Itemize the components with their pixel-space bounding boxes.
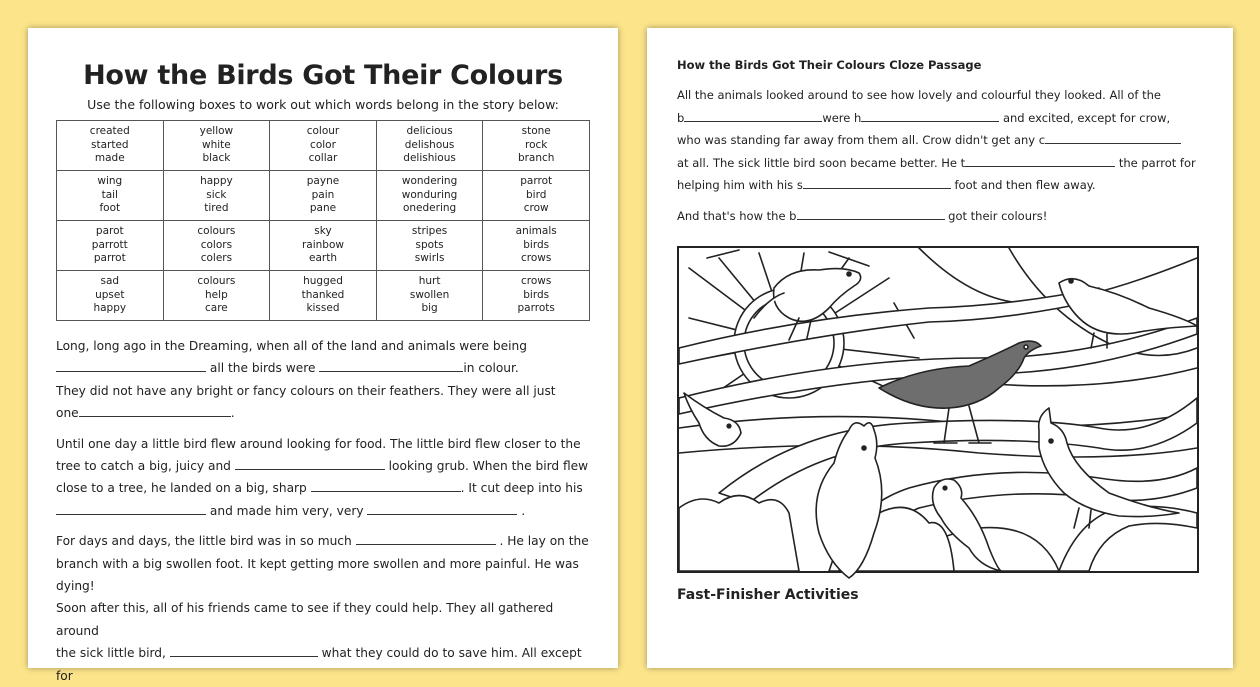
- word-grid-cell: [270, 271, 377, 321]
- word-grid-cell: [57, 121, 164, 171]
- word-option: delishous: [404, 138, 455, 151]
- word-option: colours: [197, 225, 236, 238]
- word-option: care: [205, 302, 228, 315]
- cloze-line: were h: [822, 110, 862, 125]
- word-option: hugged: [303, 275, 343, 288]
- cloze-line: foot and then flew away.: [954, 178, 1096, 193]
- cloze-line: at all. The sick little bird soon became better. He t: [677, 155, 966, 170]
- word-option: delicious: [406, 125, 453, 138]
- cloze-blank[interactable]: [356, 531, 496, 545]
- word-option: yellow: [199, 125, 234, 138]
- story-line: the sick little bird,: [56, 646, 166, 661]
- fast-finisher-heading: Fast-Finisher Activities: [677, 586, 859, 603]
- cloze-blank[interactable]: [367, 501, 517, 515]
- word-option: color: [310, 138, 336, 151]
- word-option: bird: [525, 188, 547, 201]
- story-line: close to a tree, he landed on a big, sharp: [56, 481, 307, 496]
- word-option: pane: [309, 202, 337, 215]
- story-line: all the birds were: [209, 361, 316, 376]
- word-option: big: [421, 302, 438, 315]
- cloze-line: got their colours!: [948, 208, 1048, 223]
- cloze-blank[interactable]: [56, 501, 206, 515]
- cloze-blank[interactable]: [56, 358, 206, 372]
- story-line: and made him very, very: [209, 503, 364, 518]
- cloze-line: who was standing far away from them all. Crow didn't get any c: [677, 133, 1046, 148]
- cloze-blank[interactable]: [965, 153, 1115, 167]
- word-option: parrot: [520, 175, 553, 188]
- word-grid: [56, 120, 590, 321]
- story-line: They did not have any bright or fancy colours on their feathers. They were all just: [56, 383, 556, 398]
- cloze-blank[interactable]: [803, 175, 951, 189]
- word-option: upset: [95, 288, 125, 301]
- word-option: colour: [306, 125, 340, 138]
- word-grid-cell: [270, 221, 377, 271]
- word-grid-cell: [483, 121, 590, 171]
- word-option: parot: [95, 225, 124, 238]
- word-grid-row: [57, 271, 590, 321]
- story-line: tree to catch a big, juicy and: [56, 459, 231, 474]
- word-grid-cell: [57, 271, 164, 321]
- word-option: spots: [415, 238, 444, 251]
- word-option: wing: [97, 175, 123, 188]
- word-option: happy: [200, 175, 233, 188]
- story-line: Until one day a little bird flew around looking for food. The little bird flew closer to the: [56, 436, 581, 451]
- word-grid-cell: [376, 271, 483, 321]
- word-option: birds: [523, 238, 550, 251]
- cloze-line: b: [677, 110, 685, 125]
- word-grid-cell: [376, 171, 483, 221]
- cloze-blank[interactable]: [170, 643, 318, 657]
- cloze-line: All the animals looked around to see how lovely and colourful they looked. All of the: [677, 88, 1161, 102]
- word-option: stone: [521, 125, 551, 138]
- word-option: swollen: [409, 288, 450, 301]
- word-grid-cell: [376, 121, 483, 171]
- word-grid-cell: [270, 121, 377, 171]
- worksheet-instructions: Use the following boxes to work out which words belong in the story below:: [87, 97, 559, 112]
- word-option: crows: [521, 252, 552, 265]
- word-option: happy: [93, 302, 127, 315]
- word-option: colers: [200, 252, 233, 265]
- cloze-blank[interactable]: [311, 478, 461, 492]
- word-option: pain: [311, 188, 335, 201]
- cloze-line: and excited, except for crow,: [1002, 110, 1171, 125]
- word-option: sick: [206, 188, 227, 201]
- story-text: [56, 335, 590, 687]
- word-option: birds: [523, 288, 550, 301]
- word-option: rainbow: [301, 238, 344, 251]
- word-option: earth: [308, 252, 337, 265]
- worksheet-left: [28, 28, 618, 683]
- birds-illustration: [677, 246, 1199, 573]
- word-grid-cell: [163, 171, 270, 221]
- cloze-line: helping him with his s: [677, 178, 803, 193]
- word-option: crows: [521, 275, 552, 288]
- word-grid-row: [57, 121, 590, 171]
- story-line: . It cut deep into his: [460, 481, 583, 496]
- word-option: tail: [101, 188, 118, 201]
- story-line: what they could do to save him. All except for: [56, 646, 582, 683]
- word-option: sky: [314, 225, 332, 238]
- word-option: hurt: [418, 275, 441, 288]
- story-line: . He lay on the: [499, 534, 589, 549]
- word-option: stripes: [411, 225, 448, 238]
- word-option: collar: [308, 152, 338, 165]
- word-option: parrot: [93, 252, 126, 265]
- word-option: tired: [204, 202, 229, 215]
- cloze-blank[interactable]: [797, 206, 945, 220]
- story-line: Long, long ago in the Dreaming, when all of the land and animals were being: [56, 339, 527, 353]
- word-option: rock: [525, 138, 548, 151]
- story-paragraph-1: [56, 335, 590, 425]
- word-option: white: [202, 138, 231, 151]
- word-option: branch: [517, 152, 555, 165]
- cloze-blank[interactable]: [235, 456, 385, 470]
- word-grid-cell: [483, 221, 590, 271]
- story-line: .: [521, 503, 526, 518]
- cloze-line: the parrot for: [1118, 155, 1196, 170]
- word-option: onedering: [402, 202, 457, 215]
- word-option: kissed: [306, 302, 340, 315]
- word-grid-cell: [163, 271, 270, 321]
- story-paragraph-2: [56, 433, 590, 523]
- story-paragraph-3: [56, 530, 590, 687]
- cloze-line: And that's how the b: [677, 208, 797, 223]
- word-option: parrott: [91, 238, 128, 251]
- word-grid-row: [57, 221, 590, 271]
- word-option: delishious: [403, 152, 456, 165]
- word-option: made: [94, 152, 125, 165]
- word-option: crow: [523, 202, 549, 215]
- word-grid-cell: [57, 171, 164, 221]
- story-line: Soon after this, all of his friends came to see if they could help. They all gathered around: [56, 601, 554, 638]
- word-option: parrots: [517, 302, 555, 315]
- word-grid-cell: [163, 221, 270, 271]
- cloze-blank[interactable]: [861, 108, 999, 122]
- cloze-passage-text: [677, 84, 1203, 228]
- word-option: colours: [197, 275, 236, 288]
- cloze-blank[interactable]: [319, 358, 463, 372]
- word-option: thanked: [301, 288, 345, 301]
- story-line: For days and days, the little bird was in so much: [56, 534, 352, 549]
- word-option: wonduring: [401, 188, 458, 201]
- word-grid-cell: [163, 121, 270, 171]
- word-option: animals: [515, 225, 557, 238]
- word-option: help: [205, 288, 228, 301]
- story-line: in colour.: [463, 361, 519, 376]
- word-option: sad: [100, 275, 120, 288]
- story-line: .: [230, 406, 235, 421]
- word-grid-cell: [483, 271, 590, 321]
- word-option: payne: [306, 175, 340, 188]
- story-line: branch with a big swollen foot. It kept getting more swollen and more painful. He was dying!: [56, 556, 579, 594]
- worksheet-title: How the Birds Got Their Colours: [83, 60, 563, 91]
- word-grid-cell: [270, 171, 377, 221]
- word-option: wondering: [401, 175, 458, 188]
- cloze-paragraph-2: [677, 205, 1203, 228]
- word-option: swirls: [414, 252, 445, 265]
- cloze-passage-title: How the Birds Got Their Colours Cloze Passage: [677, 58, 982, 72]
- word-option: colors: [200, 238, 233, 251]
- cloze-blank[interactable]: [1045, 130, 1181, 144]
- word-option: black: [202, 152, 231, 165]
- word-option: foot: [99, 202, 121, 215]
- story-line: looking grub. When the bird flew: [388, 459, 589, 474]
- worksheet-right: [647, 28, 1233, 668]
- word-grid-cell: [376, 221, 483, 271]
- cloze-blank[interactable]: [79, 403, 231, 417]
- word-option: created: [89, 125, 130, 138]
- cloze-blank[interactable]: [684, 108, 822, 122]
- word-grid-cell: [483, 171, 590, 221]
- word-grid-cell: [57, 221, 164, 271]
- cloze-paragraph-1: [677, 84, 1203, 197]
- word-grid-row: [57, 171, 590, 221]
- story-line: one: [56, 406, 79, 421]
- word-option: started: [91, 138, 129, 151]
